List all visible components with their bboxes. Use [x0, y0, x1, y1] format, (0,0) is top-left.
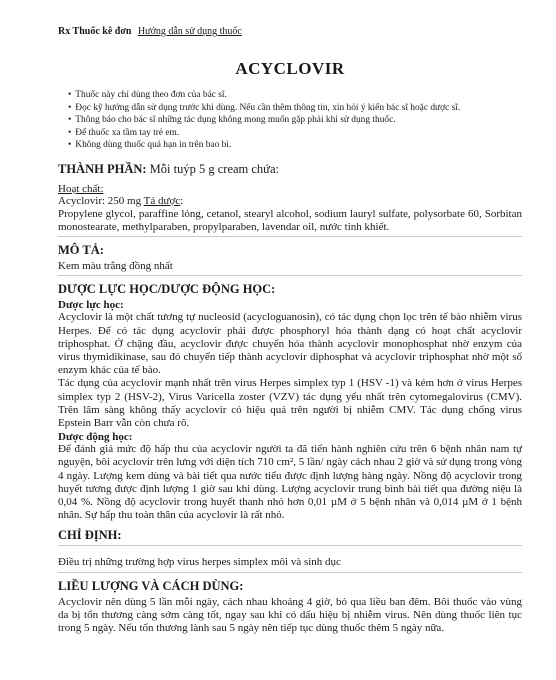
active-ingredient: [58, 195, 522, 208]
warning-notes: [58, 89, 522, 152]
excipient-list: Propylene glycol, paraffine lỏng, cetanol, stearyl alcohol, sodium lauryl sulfate, polysorbate 60, Sorbitan monostearate, methylparaben, propylparaben, lavendar oil, nước tinh khiết.: [58, 207, 522, 233]
pharmacokinetics-heading: Dược động học:: [58, 431, 133, 444]
active-value: Acyclovir: 250 mg: [58, 194, 144, 207]
composition-heading: [58, 162, 522, 177]
pharmacodynamics-heading: Dược lực học:: [58, 299, 124, 312]
pharmacology-heading: DƯỢC LỰC HỌC/DƯỢC ĐỘNG HỌC:: [58, 282, 276, 297]
divider: [58, 572, 522, 573]
description-heading: MÔ TẢ:: [58, 243, 104, 258]
excipient-colon: :: [180, 194, 184, 207]
composition-subtitle: Mỗi tuýp 5 g cream chứa:: [146, 161, 279, 176]
divider: [58, 275, 522, 276]
note-item: • Để thuốc xa tầm tay trẻ em.: [68, 127, 522, 140]
indications-text: Điều trị những trường hợp virus herpes simplex môi và sinh dục: [58, 556, 341, 569]
guide-link: Hướng dẫn sử dụng thuốc: [137, 26, 242, 37]
pharmacodynamics-text: Acyclovir là một chất tương tự nucleosid (acycloguanosin), có tác dụng chọn lọc trên tế bào nhiễm virus Herpes. Để có tác dụng acyclovir phải được phosphoryl hóa thành dạng có hoạt chất acyclovir triphosphat. Ở chặng đầu, acyclovir được chuyển hóa thành acyclovir monophosphat nhờ enzym của virus thymidikinase, sau đó chuyển tiếp thành acyclovir diphosphat và acyclovir triphosphat nhờ một số enzym khác của tế bào.: [58, 311, 522, 377]
excipient-label: Tá dược: [143, 194, 181, 207]
header-line: [58, 26, 522, 37]
dosage-heading: LIỀU LƯỢNG VÀ CÁCH DÙNG:: [58, 578, 244, 593]
composition-title: THÀNH PHẦN:: [58, 161, 147, 176]
rx-label: Rx Thuốc kê đơn: [58, 26, 132, 37]
page-title: ACYCLOVIR: [235, 59, 345, 78]
divider: [58, 236, 522, 237]
dosage-text: Acyclovir nên dùng 5 lần mỗi ngày, cách nhau khoảng 4 giờ, bỏ qua liều ban đêm. Bôi thuốc vào vùng da bị tổn thương càng sớm càng tốt, ngay sau khi có dấu hiệu bị nhiễm virus. Nên dùng thuốc liên tục trong 5 ngày. Nếu tổn thương lành sau 5 ngày nên tiếp tục dùng thuốc thêm 5 ngày nữa.: [58, 595, 522, 634]
pharmacokinetics-text: Để đánh giá mức độ hấp thu của acyclovir người ta đã tiến hành nghiên cứu trên 6 bệnh nhân nam tự nguyện, bôi acyclovir trên lưng với diện tích 710 cm², 5 lần/ ngày cách nhau 2 giờ và sử dụng trong vòng 4 ngày. Lượng kem dùng và bài tiết qua nước tiểu được định lượng hàng ngày. Nồng độ acyclovir trong huyết tương được định lượng 1 giờ sau khi dùng. Lượng acyclovir trung bình bài tiết qua đường niệu là 0,04 %. Nồng độ acyclovir trong huyết thanh nhỏ hơn 0,01 µM ở 5 bệnh nhân và 0,014 µM ở 1 bệnh nhân. Sự hấp thu toàn thân của acyclovir là rất nhỏ.: [58, 443, 522, 522]
note-item: • Không dùng thuốc quá hạn in trên bao bì.: [68, 139, 522, 152]
active-label: Hoạt chất:: [58, 182, 104, 195]
divider: [58, 545, 522, 546]
indications-heading: CHỈ ĐỊNH:: [58, 528, 122, 543]
note-item: • Thông báo cho bác sĩ những tác dụng không mong muốn gặp phải khi sử dụng thuốc.: [68, 114, 522, 127]
pharmacodynamics-text-2: Tác dụng của acyclovir mạnh nhất trên virus Herpes simplex typ 1 (HSV -1) và kém hơn ở virus Herpes simplex typ 2 (HSV-2), Virus Varicella zoster (VZV) tác dụng yếu nhất trên cytomegalovirus (CMV). Trên lâm sàng không thấy acyclovir có hiệu quả trên người bị nhiễm CMV. Tác dụng chống virus Epstein Barr vẫn còn chưa rõ.: [58, 377, 522, 429]
note-item: • Thuốc này chỉ dùng theo đơn của bác sĩ.: [68, 89, 522, 102]
description-text: Kem màu trắng đồng nhất: [58, 260, 173, 273]
note-item: • Đọc kỹ hướng dẫn sử dụng trước khi dùng. Nếu cần thêm thông tin, xin hỏi ý kiến bác sĩ hoặc dược sĩ.: [68, 102, 522, 115]
